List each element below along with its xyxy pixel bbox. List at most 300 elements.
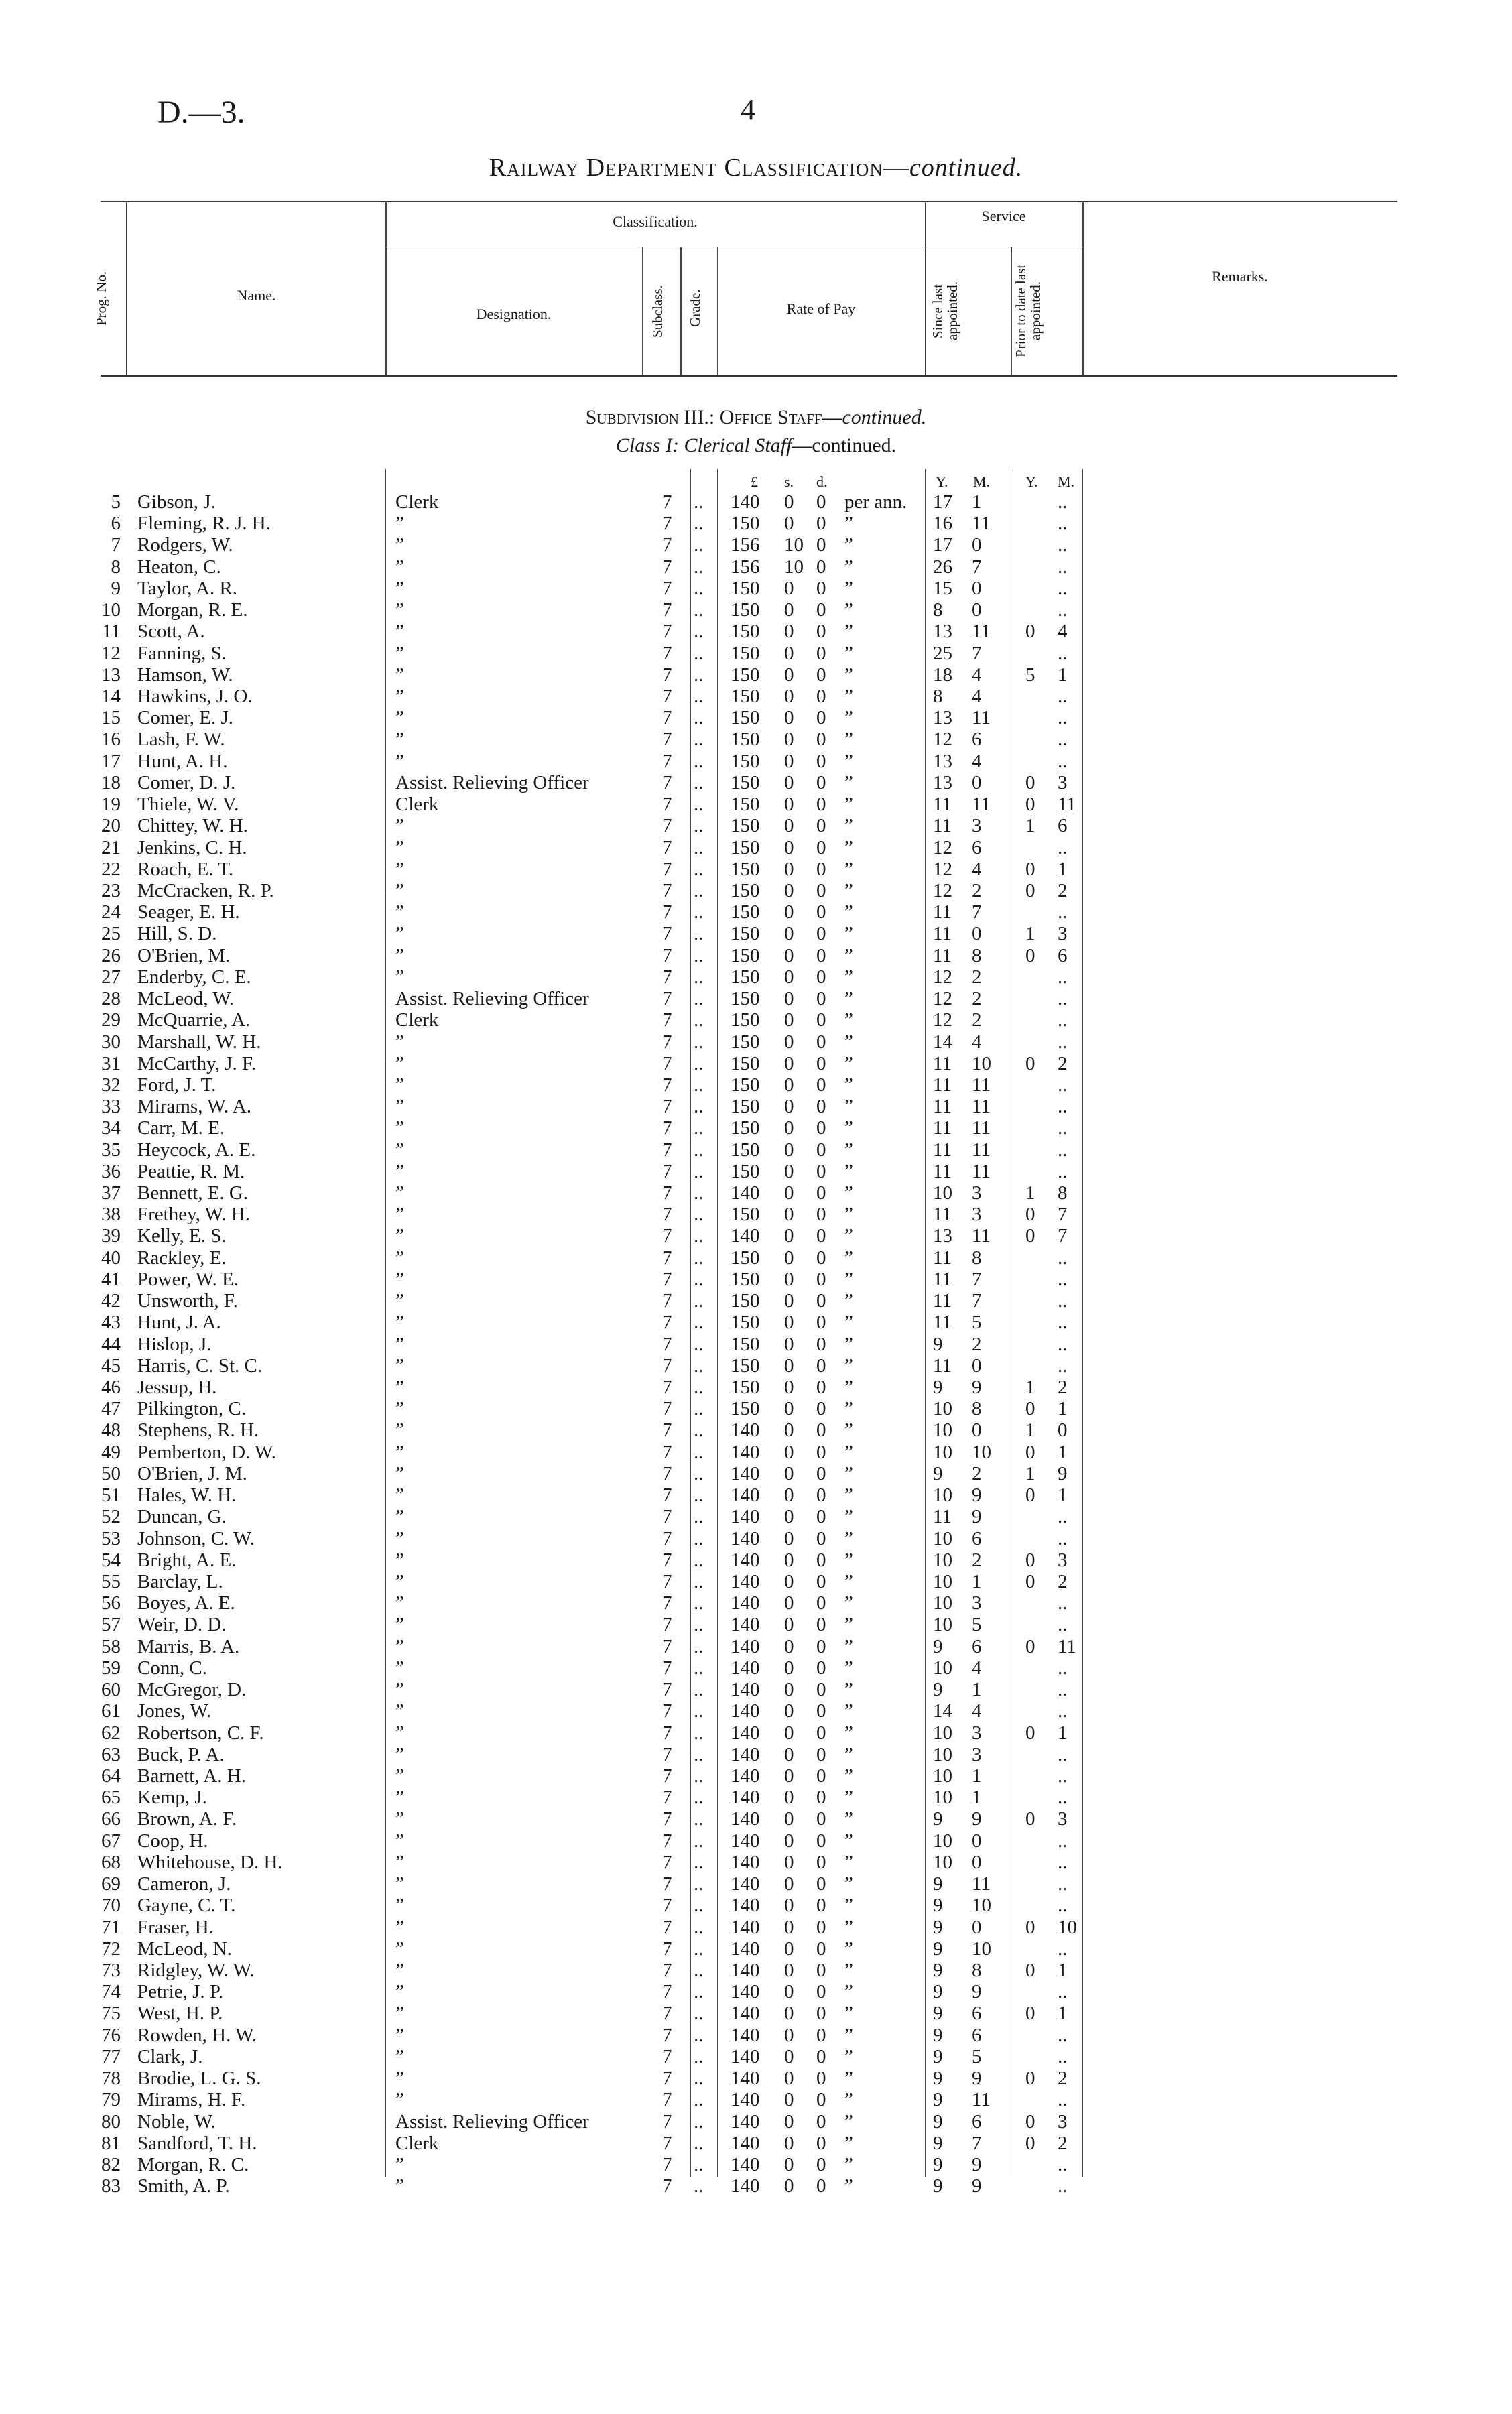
grade: .. [694, 2175, 704, 2198]
since-months: 6 [972, 2003, 982, 2025]
grade: .. [694, 858, 704, 880]
pay-pounds: 140 [731, 2045, 760, 2068]
since-years: 12 [933, 879, 952, 901]
table-row [0, 2089, 1512, 2110]
grade: .. [694, 1377, 704, 1399]
pay-shillings: 0 [784, 1096, 794, 1118]
pay-period: ” [844, 1096, 853, 1118]
pay-period: ” [844, 1290, 853, 1312]
prog-number: 40 [101, 1247, 121, 1269]
prior-years: 1 [1025, 1377, 1035, 1399]
pay-period: ” [844, 1204, 853, 1226]
pay-pence: 0 [816, 2089, 826, 2111]
prior-months: .. [1058, 728, 1068, 751]
pay-pence: 0 [816, 1592, 826, 1614]
grade: .. [694, 2153, 704, 2175]
since-months: 11 [972, 621, 991, 643]
staff-name: Hamson, W. [137, 663, 233, 686]
grade: .. [694, 1851, 704, 1873]
designation: ” [395, 1484, 404, 1507]
staff-name: Marris, B. A. [137, 1635, 240, 1657]
designation: ” [395, 1743, 404, 1765]
since-months: 0 [972, 1916, 982, 1938]
staff-name: Gibson, J. [137, 491, 216, 513]
prior-years: 0 [1025, 1441, 1035, 1463]
pay-pounds: 150 [731, 577, 760, 599]
subclass: 7 [662, 1182, 672, 1204]
grade: .. [694, 556, 704, 578]
staff-name: Comer, E. J. [137, 707, 234, 729]
divider-designation [642, 247, 643, 375]
pay-pounds: 140 [731, 1895, 760, 1917]
prog-number: 82 [101, 2153, 121, 2175]
designation: ” [395, 1722, 404, 1744]
pay-shillings: 0 [784, 1679, 794, 1701]
pay-period: ” [844, 2024, 853, 2046]
unit-pence: d. [816, 473, 828, 490]
prior-months: 3 [1058, 1808, 1068, 1830]
designation: ” [395, 1117, 404, 1139]
pay-period: ” [844, 1830, 853, 1852]
prog-number: 27 [101, 966, 121, 988]
grade: .. [694, 707, 704, 729]
since-months: 11 [972, 1096, 991, 1118]
staff-name: Rackley, E. [137, 1247, 227, 1269]
pay-pence: 0 [816, 1549, 826, 1571]
prog-number: 30 [101, 1031, 121, 1053]
designation: ” [395, 1592, 404, 1614]
since-years: 11 [933, 1204, 952, 1226]
table-row [0, 837, 1512, 859]
pay-pence: 0 [816, 2175, 826, 2198]
grade: .. [694, 1571, 704, 1592]
prior-months: .. [1058, 2045, 1068, 2068]
since-years: 9 [933, 2045, 943, 2068]
prog-number: 76 [101, 2024, 121, 2046]
pay-period: ” [844, 2175, 853, 2198]
pay-period: ” [844, 1549, 853, 1571]
designation: ” [395, 1247, 404, 1269]
since-years: 10 [933, 1571, 952, 1592]
table-row [0, 2068, 1512, 2089]
subclass: 7 [662, 858, 672, 880]
designation: ” [395, 1527, 404, 1549]
prog-number: 68 [101, 1851, 121, 1873]
prior-months: .. [1058, 1851, 1068, 1873]
pay-pounds: 140 [731, 1830, 760, 1852]
pay-period: ” [844, 728, 853, 751]
since-years: 10 [933, 1743, 952, 1765]
prior-months: 11 [1058, 1635, 1076, 1657]
pay-pence: 0 [816, 1117, 826, 1139]
staff-name: Kemp, J. [137, 1787, 207, 1809]
grade: .. [694, 2089, 704, 2111]
table-row [0, 1269, 1512, 1290]
designation: ” [395, 1571, 404, 1592]
designation: ” [395, 599, 404, 621]
subclass: 7 [662, 944, 672, 966]
pay-pounds: 150 [731, 621, 760, 643]
pay-pence: 0 [816, 1895, 826, 1917]
since-months: 0 [972, 577, 982, 599]
pay-period: ” [844, 1182, 853, 1204]
table-row [0, 1398, 1512, 1419]
prior-months: .. [1058, 1981, 1068, 2003]
pay-period: ” [844, 1031, 853, 1053]
pay-shillings: 0 [784, 1117, 794, 1139]
designation: ” [395, 1182, 404, 1204]
pay-pence: 0 [816, 728, 826, 751]
pay-pence: 0 [816, 1830, 826, 1852]
designation: ” [395, 1808, 404, 1830]
designation: ” [395, 1225, 404, 1247]
designation: ” [395, 1377, 404, 1399]
since-years: 16 [933, 513, 952, 535]
subclass: 7 [662, 685, 672, 707]
pay-pence: 0 [816, 1808, 826, 1830]
since-months: 7 [972, 2132, 982, 2154]
prior-months: .. [1058, 1614, 1068, 1636]
designation: ” [395, 750, 404, 772]
pay-pounds: 150 [731, 750, 760, 772]
pay-period: ” [844, 771, 853, 793]
grade: .. [694, 685, 704, 707]
designation: ” [395, 2003, 404, 2025]
pay-pence: 0 [816, 1462, 826, 1484]
since-years: 11 [933, 1139, 952, 1161]
pay-pence: 0 [816, 923, 826, 945]
prior-years: 1 [1025, 1462, 1035, 1484]
staff-name: Gayne, C. T. [137, 1895, 236, 1917]
pay-pence: 0 [816, 556, 826, 578]
since-years: 26 [933, 556, 952, 578]
since-years: 10 [933, 1549, 952, 1571]
prog-number: 18 [101, 771, 121, 793]
prior-years: 0 [1025, 2110, 1035, 2133]
pay-period: ” [844, 815, 853, 837]
since-months: 11 [972, 707, 991, 729]
prior-years: 0 [1025, 1204, 1035, 1226]
prog-number: 11 [102, 621, 121, 643]
designation: ” [395, 1074, 404, 1096]
designation: Clerk [395, 491, 439, 513]
table-row [0, 1009, 1512, 1031]
prior-months: 4 [1058, 621, 1068, 643]
designation: ” [395, 944, 404, 966]
pay-pence: 0 [816, 1398, 826, 1420]
prog-number: 37 [101, 1182, 121, 1204]
table-row [0, 534, 1512, 556]
grade: .. [694, 1506, 704, 1528]
pay-shillings: 0 [784, 988, 794, 1010]
pay-shillings: 0 [784, 1204, 794, 1226]
pay-period: ” [844, 1354, 853, 1377]
prior-months: .. [1058, 1787, 1068, 1809]
pay-shillings: 0 [784, 1959, 794, 1981]
pay-pounds: 150 [731, 815, 760, 837]
prog-number: 22 [101, 858, 121, 880]
pay-pence: 0 [816, 793, 826, 816]
designation: ” [395, 901, 404, 924]
pay-pence: 0 [816, 1657, 826, 1679]
since-months: 6 [972, 728, 982, 751]
prior-years: 0 [1025, 1484, 1035, 1507]
since-months: 5 [972, 2045, 982, 2068]
pay-pounds: 140 [731, 1937, 760, 1960]
grade: .. [694, 1549, 704, 1571]
prior-months: 1 [1058, 2003, 1068, 2025]
pay-period: ” [844, 1441, 853, 1463]
pay-pounds: 156 [731, 534, 760, 556]
prior-months: .. [1058, 2089, 1068, 2111]
staff-name: Rodgers, W. [137, 534, 233, 556]
prog-number: 55 [101, 1571, 121, 1592]
staff-name: Mirams, W. A. [137, 1096, 251, 1118]
pay-shillings: 0 [784, 1916, 794, 1938]
grade: .. [694, 663, 704, 686]
designation: ” [395, 1398, 404, 1420]
table-row [0, 1053, 1512, 1074]
since-months: 0 [972, 1419, 982, 1442]
staff-name: Harris, C. St. C. [137, 1354, 263, 1377]
subclass: 7 [662, 663, 672, 686]
subclass: 7 [662, 556, 672, 578]
pay-period: ” [844, 1419, 853, 1442]
pay-period: ” [844, 1592, 853, 1614]
pay-pounds: 150 [731, 642, 760, 664]
pay-pounds: 150 [731, 1009, 760, 1031]
prog-number: 46 [101, 1377, 121, 1399]
pay-period: ” [844, 2089, 853, 2111]
prior-months: 1 [1058, 858, 1068, 880]
pay-period: ” [844, 534, 853, 556]
subclass: 7 [662, 599, 672, 621]
pay-pence: 0 [816, 1981, 826, 2003]
subclass: 7 [662, 988, 672, 1010]
since-months: 6 [972, 1527, 982, 1549]
since-years: 10 [933, 1765, 952, 1787]
prior-months: 2 [1058, 2068, 1068, 2090]
prog-number: 57 [101, 1614, 121, 1636]
staff-name: Coop, H. [137, 1830, 208, 1852]
prior-months: .. [1058, 1743, 1068, 1765]
designation: ” [395, 2175, 404, 2198]
pay-period: ” [844, 1722, 853, 1744]
prior-months: 6 [1058, 944, 1068, 966]
grade: .. [694, 1916, 704, 1938]
unit-pound: £ [751, 473, 758, 490]
subclass: 7 [662, 1096, 672, 1118]
prior-years: 0 [1025, 1225, 1035, 1247]
pay-period: ” [844, 1808, 853, 1830]
grade: .. [694, 513, 704, 535]
prior-months: 3 [1058, 771, 1068, 793]
table-row [0, 1204, 1512, 1225]
subclass: 7 [662, 1462, 672, 1484]
prior-months: 0 [1058, 1419, 1068, 1442]
pay-shillings: 0 [784, 858, 794, 880]
designation: ” [395, 1096, 404, 1118]
subclass: 7 [662, 1419, 672, 1442]
staff-name: Jones, W. [137, 1700, 212, 1722]
prog-number: 41 [101, 1268, 121, 1290]
staff-name: Petrie, J. P. [137, 1981, 224, 2003]
prior-months: .. [1058, 1354, 1068, 1377]
pay-pounds: 150 [731, 923, 760, 945]
since-months: 2 [972, 879, 982, 901]
since-years: 8 [933, 599, 943, 621]
pay-pounds: 140 [731, 1808, 760, 1830]
header-remarks: Remarks. [1212, 268, 1268, 285]
pay-period: ” [844, 1377, 853, 1399]
staff-name: Chittey, W. H. [137, 815, 248, 837]
since-months: 6 [972, 836, 982, 859]
pay-period: ” [844, 1462, 853, 1484]
table-row [0, 1679, 1512, 1700]
pay-pence: 0 [816, 1441, 826, 1463]
since-months: 9 [972, 2153, 982, 2175]
prog-number: 21 [101, 836, 121, 859]
staff-name: Whitehouse, D. H. [137, 1851, 283, 1873]
subclass: 7 [662, 1700, 672, 1722]
pay-pounds: 140 [731, 1787, 760, 1809]
grade: .. [694, 1139, 704, 1161]
pay-period: ” [844, 642, 853, 664]
since-months: 8 [972, 1247, 982, 1269]
prior-months: .. [1058, 2175, 1068, 2198]
pay-pounds: 140 [731, 1679, 760, 1701]
pay-period: ” [844, 2132, 853, 2154]
staff-name: Hunt, J. A. [137, 1312, 221, 1334]
prog-number: 47 [101, 1398, 121, 1420]
pay-pence: 0 [816, 2068, 826, 2090]
grade: .. [694, 1312, 704, 1334]
prior-months: .. [1058, 901, 1068, 924]
since-months: 0 [972, 534, 982, 556]
table-row [0, 793, 1512, 815]
prior-months: 1 [1058, 1441, 1068, 1463]
designation: Assist. Relieving Officer [395, 771, 589, 793]
prior-months: .. [1058, 1247, 1068, 1269]
designation: ” [395, 1873, 404, 1895]
designation: ” [395, 879, 404, 901]
since-months: 10 [972, 1937, 991, 1960]
prior-months: .. [1058, 836, 1068, 859]
prior-months: 11 [1058, 793, 1076, 816]
since-years: 9 [933, 1937, 943, 1960]
pay-pence: 0 [816, 750, 826, 772]
prog-number: 71 [101, 1916, 121, 1938]
prog-number: 33 [101, 1096, 121, 1118]
grade: .. [694, 2068, 704, 2090]
pay-period: per ann. [844, 491, 907, 513]
pay-pounds: 140 [731, 2132, 760, 2154]
pay-shillings: 0 [784, 750, 794, 772]
staff-name: Brodie, L. G. S. [137, 2068, 261, 2090]
subclass: 7 [662, 1808, 672, 1830]
grade: .. [694, 1484, 704, 1507]
since-years: 10 [933, 1398, 952, 1420]
prog-number: 38 [101, 1204, 121, 1226]
pay-pence: 0 [816, 663, 826, 686]
since-months: 0 [972, 771, 982, 793]
prior-months: .. [1058, 1290, 1068, 1312]
prog-number: 53 [101, 1527, 121, 1549]
prior-months: 3 [1058, 923, 1068, 945]
since-months: 9 [972, 1484, 982, 1507]
prog-number: 15 [101, 707, 121, 729]
pay-period: ” [844, 1873, 853, 1895]
prior-months: .. [1058, 1312, 1068, 1334]
since-years: 13 [933, 707, 952, 729]
prior-months: .. [1058, 1937, 1068, 1960]
prog-number: 44 [101, 1333, 121, 1355]
pay-shillings: 0 [784, 1160, 794, 1182]
pay-pence: 0 [816, 1679, 826, 1701]
grade: .. [694, 599, 704, 621]
pay-pence: 0 [816, 621, 826, 643]
staff-name: Frethey, W. H. [137, 1204, 251, 1226]
unit-years: Y. [936, 473, 948, 490]
prog-number: 14 [101, 685, 121, 707]
since-years: 13 [933, 621, 952, 643]
since-months: 10 [972, 1052, 991, 1074]
pay-period: ” [844, 663, 853, 686]
prog-number: 25 [101, 923, 121, 945]
pay-shillings: 0 [784, 1743, 794, 1765]
pay-pence: 0 [816, 1096, 826, 1118]
prog-number: 26 [101, 944, 121, 966]
divider-classification [925, 201, 926, 375]
staff-name: Barclay, L. [137, 1571, 223, 1592]
table-row [0, 923, 1512, 944]
grade: .. [694, 1527, 704, 1549]
since-months: 9 [972, 2068, 982, 2090]
prog-number: 7 [111, 534, 121, 556]
since-months: 1 [972, 1571, 982, 1592]
grade: .. [694, 1462, 704, 1484]
pay-pence: 0 [816, 1052, 826, 1074]
table-row [0, 1419, 1512, 1441]
since-months: 8 [972, 1398, 982, 1420]
prior-years: 0 [1025, 1052, 1035, 1074]
subclass: 7 [662, 1765, 672, 1787]
table-row [0, 1463, 1512, 1484]
table-row [0, 599, 1512, 621]
divider-service [1011, 247, 1012, 375]
prior-months: 2 [1058, 1377, 1068, 1399]
pay-shillings: 0 [784, 685, 794, 707]
prior-months: .. [1058, 685, 1068, 707]
pay-period: ” [844, 599, 853, 621]
prog-number: 59 [101, 1657, 121, 1679]
staff-name: Hill, S. D. [137, 923, 217, 945]
designation: ” [395, 621, 404, 643]
since-years: 9 [933, 2068, 943, 2090]
subclass: 7 [662, 1052, 672, 1074]
table-row [0, 491, 1512, 513]
since-years: 11 [933, 815, 952, 837]
grade: .. [694, 1808, 704, 1830]
pay-period: ” [844, 1484, 853, 1507]
pay-shillings: 0 [784, 707, 794, 729]
pay-period: ” [844, 1312, 853, 1334]
pay-period: ” [844, 836, 853, 859]
divider-subclass [680, 247, 682, 375]
since-months: 11 [972, 1873, 991, 1895]
pay-shillings: 0 [784, 901, 794, 924]
since-years: 11 [933, 944, 952, 966]
